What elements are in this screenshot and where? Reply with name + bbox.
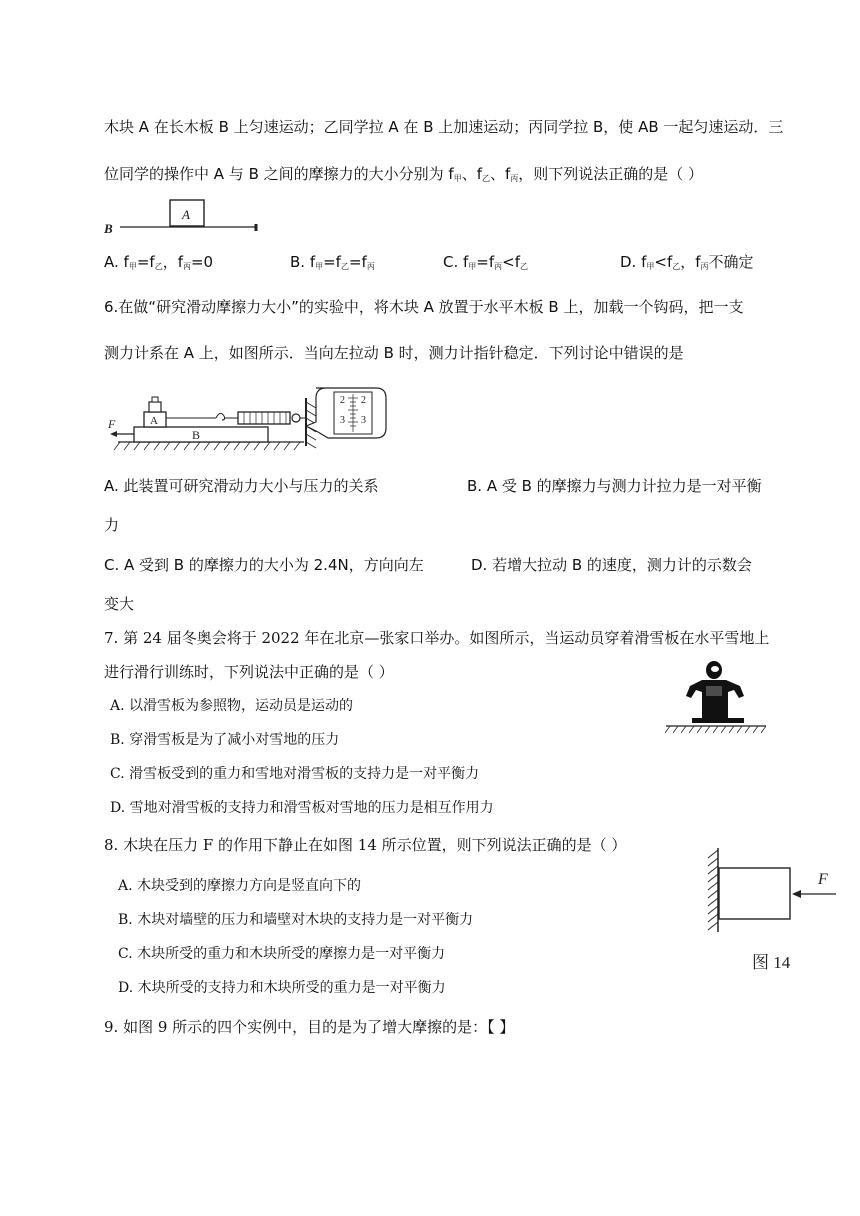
board-b-label: B xyxy=(104,221,113,236)
q8-option-a[interactable]: A. 木块受到的摩擦力方向是竖直向下的 xyxy=(118,878,362,894)
q6-option-b[interactable]: B. A 受 B 的摩擦力与测力计拉力是一对平衡 xyxy=(467,477,762,495)
q7-skier-figure xyxy=(662,660,768,738)
wooden-block xyxy=(719,868,790,919)
q6-line2: 测力计系在 A 上，如图所示．当向左拉动 B 时，测力计指针稳定．下列讨论中错误的是 xyxy=(104,344,684,362)
q8-option-d[interactable]: D. 木块所受的支持力和木块所受的重力是一对平衡力 xyxy=(118,980,446,996)
q7-line1: 7. 第 24 届冬奥会将于 2022 年在北京—张家口举办。如图所示，当运动员穿着滑雪板在水平雪地上 xyxy=(104,629,770,647)
q5-option-a[interactable]: A. $f_甲=f_乙$，$f_丙=0$ xyxy=(104,253,214,271)
figure-caption: 图 14 xyxy=(752,953,791,972)
board-b-label: B xyxy=(192,428,201,442)
scale-label-3-mirror: 3 xyxy=(340,415,345,426)
snowboard xyxy=(692,718,744,723)
q8-option-c[interactable]: C. 木块所受的重力和木块所受的摩擦力是一对平衡力 xyxy=(118,946,446,962)
q6-option-d-wrap: 变大 xyxy=(104,595,135,613)
q5-figure xyxy=(102,197,262,237)
q5-option-b[interactable]: B. $f_甲=f_乙=f_丙$ xyxy=(290,253,375,271)
q6-line1: 6.在做“研究滑动摩擦力大小”的实验中，将木块 A 放置于水平木板 B 上，加载一个钩码，把一支 xyxy=(104,298,744,316)
q7-option-a[interactable]: A. 以滑雪板为参照物，运动员是运动的 xyxy=(110,698,354,714)
scale-label-3: 3 xyxy=(361,415,366,426)
force-f-label: F xyxy=(818,871,828,888)
q8-line1: 8. 木块在压力 F 的作用下静止在如图 14 所示位置，则下列说法正确的是（ ） xyxy=(104,836,627,854)
q7-option-c[interactable]: C. 滑雪板受到的重力和雪地对滑雪板的支持力是一对平衡力 xyxy=(110,766,480,782)
q7-option-d[interactable]: D. 雪地对滑雪板的支持力和滑雪板对雪地的压力是相互作用力 xyxy=(110,800,494,816)
scale-label-2: 2 xyxy=(361,395,366,406)
ground-hatch xyxy=(114,442,300,450)
block-a-label: A xyxy=(182,207,190,222)
block-a-label: A xyxy=(150,415,158,427)
q9-line1: 9. 如图 9 所示的四个实例中，目的是为了增大摩擦的是：【 】 xyxy=(104,1018,515,1036)
skier-body xyxy=(686,680,744,718)
q5-option-d[interactable]: D. $f_甲<f_乙$，$f_丙$不确定 xyxy=(620,253,754,271)
q5-option-c[interactable]: C. $f_甲=f_丙<f_乙$ xyxy=(443,253,529,271)
hook-weight xyxy=(149,402,161,412)
board-b xyxy=(134,427,268,442)
q6-option-a[interactable]: A. 此装置可研究滑动力大小与压力的关系 xyxy=(104,477,379,495)
scale-label-2-mirror: 2 xyxy=(340,395,345,406)
q5-line1: 木块 A 在长木板 B 上匀速运动；乙同学拉 A 在 B 上加速运动；丙同学拉 B，使 AB 一起匀速运动．三 xyxy=(104,118,784,136)
q7-option-b[interactable]: B. 穿滑雪板是为了减小对雪地的压力 xyxy=(110,732,340,748)
q7-line2: 进行滑行训练时，下列说法中正确的是（ ） xyxy=(104,663,394,681)
force-f-label: F xyxy=(108,417,116,431)
q6-figure xyxy=(104,380,396,456)
q5-line2: 位同学的操作中 A 与 B 之间的摩擦力的大小分别为 $f_甲$、$f_乙$、$f_丙$，则下列说法正确的是（ ） xyxy=(104,165,704,183)
q6-option-b-wrap: 力 xyxy=(104,516,120,534)
spring-scale xyxy=(238,412,290,424)
q8-option-b[interactable]: B. 木块对墙壁的压力和墙壁对木块的支持力是一对平衡力 xyxy=(118,912,474,928)
q8-figure xyxy=(700,846,840,972)
q6-option-d[interactable]: D. 若增大拉动 B 的速度，测力计的示数会 xyxy=(471,556,752,574)
q6-option-c[interactable]: C. A 受到 B 的摩擦力的大小为 2.4N，方向向左 xyxy=(104,556,424,574)
